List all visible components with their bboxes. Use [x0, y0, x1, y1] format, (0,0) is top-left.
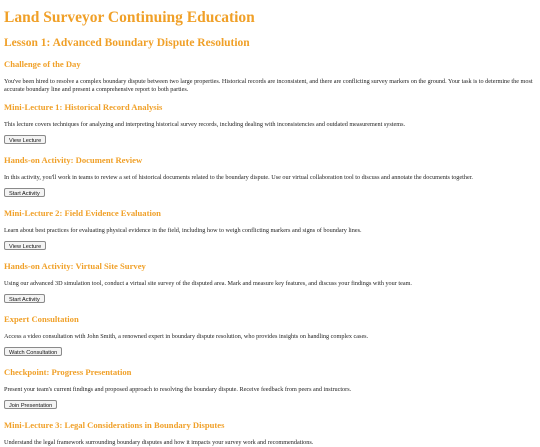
section-description: Learn about best practices for evaluating physical evidence in the field, including how to weigh conflicting markers and signs of boundary lines.	[4, 227, 362, 234]
section-description: Using our advanced 3D simulation tool, conduct a virtual site survey of the disputed area. Mark and measure key features, and discuss your findings with your team.	[4, 280, 412, 287]
section-description: You've been hired to resolve a complex boundary dispute between two large properties. Historical records are inconsistent, and there are conflicting survey markers on the ground. Your task is to determine the most accurate boundary line and present a comprehensive report to both parties.	[4, 78, 533, 93]
section-mini-lecture-1	[4, 102, 536, 147]
section-heading: Mini-Lecture 1: Historical Record Analysis	[4, 102, 163, 112]
section-heading: Expert Consultation	[4, 314, 79, 324]
section-mini-lecture-3	[4, 420, 536, 447]
watch-consultation-button[interactable]: Watch Consultation	[4, 347, 62, 356]
start-site-survey-button[interactable]: Start Activity	[4, 294, 45, 303]
section-mini-lecture-2	[4, 208, 536, 253]
section-description: In this activity, you'll work in teams to review a set of historical documents related to the boundary dispute. Use our virtual collaboration tool to discuss and annotate the documents together.	[4, 174, 473, 181]
section-expert-consultation	[4, 314, 536, 359]
join-presentation-button[interactable]: Join Presentation	[4, 400, 57, 409]
section-heading: Mini-Lecture 2: Field Evidence Evaluation	[4, 208, 161, 218]
section-heading: Checkpoint: Progress Presentation	[4, 367, 132, 377]
section-challenge-of-the-day	[4, 59, 536, 94]
page-title: Land Surveyor Continuing Education	[4, 9, 255, 26]
section-heading: Hands-on Activity: Document Review	[4, 155, 143, 165]
section-progress-presentation	[4, 367, 536, 412]
view-lecture-1-button[interactable]: View Lecture	[4, 135, 46, 144]
section-heading: Mini-Lecture 3: Legal Considerations in Boundary Disputes	[4, 420, 225, 430]
section-description: Present your team's current findings and proposed approach to resolving the boundary dispute. Receive feedback from peers and instructors.	[4, 386, 352, 393]
section-description: Access a video consultation with John Smith, a renowned expert in boundary dispute resolution, who provides insights on handling complex cases.	[4, 333, 369, 340]
section-description: This lecture covers techniques for analyzing and interpreting historical survey records, including dealing with inconsistencies and outdated measurement systems.	[4, 121, 406, 128]
view-lecture-2-button[interactable]: View Lecture	[4, 241, 46, 250]
section-document-review	[4, 155, 536, 200]
section-virtual-site-survey	[4, 261, 536, 306]
start-document-review-button[interactable]: Start Activity	[4, 188, 45, 197]
section-heading: Hands-on Activity: Virtual Site Survey	[4, 261, 146, 271]
section-heading: Challenge of the Day	[4, 59, 81, 69]
lesson-title: Lesson 1: Advanced Boundary Dispute Resolution	[4, 37, 250, 49]
section-description: Understand the legal framework surrounding boundary disputes and how it impacts your survey work and recommendations.	[4, 439, 314, 446]
